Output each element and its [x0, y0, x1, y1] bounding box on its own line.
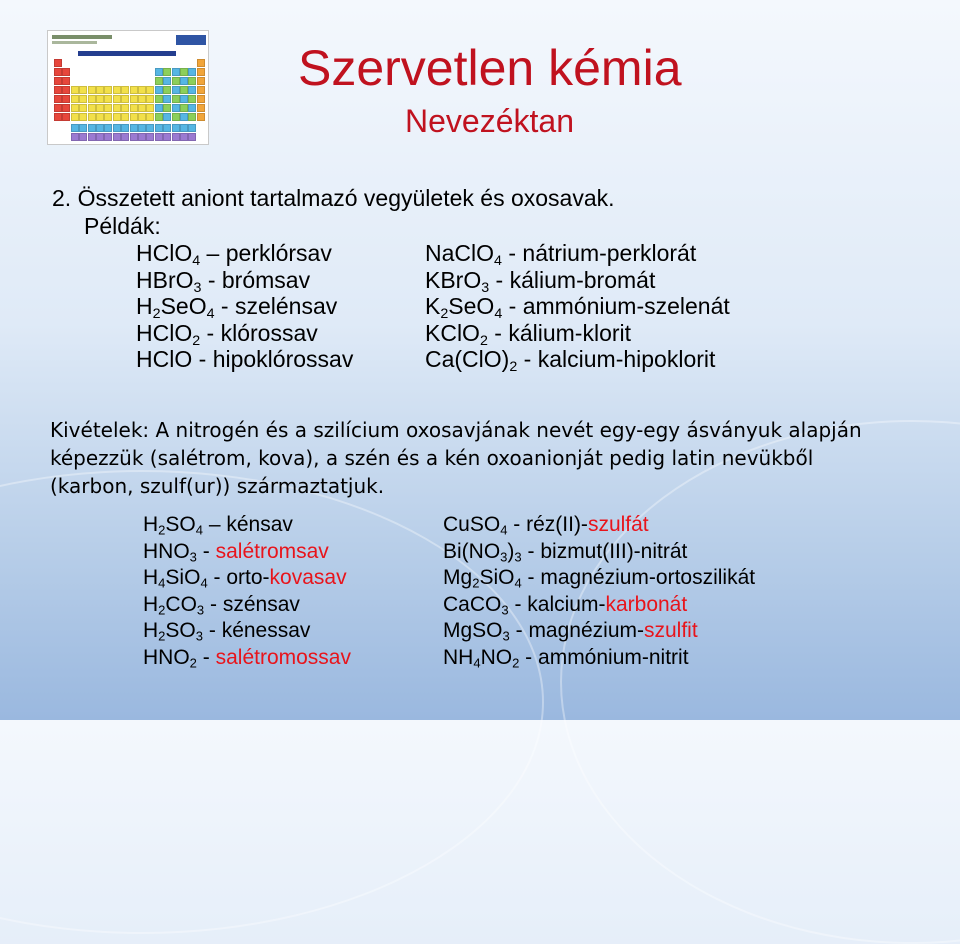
element-cell	[96, 124, 104, 132]
formula-subscript: 4	[494, 305, 503, 322]
element-cell	[172, 113, 180, 121]
formula	[425, 266, 490, 296]
element-cell	[188, 133, 196, 141]
element-cell	[88, 95, 96, 103]
element-cell	[197, 113, 205, 121]
formula	[425, 319, 488, 349]
element-cell	[71, 86, 79, 94]
formula-subscript: 4	[494, 252, 502, 269]
formula	[136, 293, 215, 322]
formula-part: )	[507, 539, 515, 563]
element-cell	[155, 124, 163, 132]
formula-part: Bi(NO	[443, 539, 501, 563]
compound-name: kénsav	[226, 513, 293, 536]
formula	[425, 293, 503, 322]
compound-name: brómsav	[221, 266, 311, 293]
element-cell	[88, 86, 96, 94]
formula-part: NO	[480, 645, 513, 669]
element-cell	[54, 59, 62, 67]
compound-name-highlight: kovasav	[269, 566, 347, 589]
separator: –	[203, 513, 227, 536]
element-cell	[163, 95, 171, 103]
formula-part: H	[136, 293, 153, 319]
element-cell	[188, 77, 196, 85]
element-cell	[197, 77, 205, 85]
element-cell	[62, 86, 70, 94]
element-cell	[188, 86, 196, 94]
compound-name: nátrium-perklorát	[522, 240, 697, 266]
exception-salt-row	[443, 645, 689, 670]
formula-subscript: 2	[472, 575, 480, 591]
element-cell	[146, 133, 154, 141]
separator: -	[204, 592, 223, 616]
formula-part: KBrO	[425, 266, 482, 293]
formula-part: H	[143, 592, 159, 616]
separator: –	[200, 240, 226, 266]
formula-part: SeO	[448, 293, 495, 319]
element-cell	[104, 124, 112, 132]
element-cell	[188, 113, 196, 121]
element-cell	[71, 113, 79, 121]
formula	[443, 566, 522, 589]
element-cell	[71, 104, 79, 112]
compound-name-highlight: karbonát	[605, 592, 688, 616]
acid-row	[136, 240, 332, 267]
element-cell	[88, 104, 96, 112]
formula-part: Mg	[443, 566, 473, 589]
compound-name: kálium-bromát	[509, 266, 656, 293]
formula-part: MgSO	[443, 619, 503, 642]
exception-salt-row	[443, 512, 649, 537]
element-cell	[104, 113, 112, 121]
formula-subscript: 3	[500, 549, 508, 565]
element-cell	[96, 133, 104, 141]
compound-name: réz(II)-	[526, 513, 588, 536]
element-cell	[197, 86, 205, 94]
element-cell	[54, 86, 62, 94]
compound-name: magnézium-ortoszilikát	[540, 566, 756, 589]
formula	[143, 566, 208, 589]
element-cell	[96, 86, 104, 94]
compound-name-highlight: szulfit	[643, 619, 698, 642]
salt-row	[425, 293, 730, 320]
element-cell	[104, 133, 112, 141]
formula-subscript: 3	[193, 279, 202, 296]
element-cell	[113, 86, 121, 94]
compound-name: hipoklórossav	[212, 346, 354, 372]
separator: -	[521, 539, 541, 563]
periodic-table-banner	[78, 51, 176, 56]
separator: -	[502, 293, 523, 319]
formula	[136, 240, 201, 269]
formula-subscript: 2	[152, 305, 161, 322]
separator: -	[214, 293, 235, 319]
formula-subscript: 2	[512, 655, 520, 671]
exception-salt-row	[443, 539, 687, 564]
element-cell	[155, 113, 163, 121]
formula-subscript: 4	[192, 252, 201, 269]
separator: -	[519, 645, 539, 669]
element-cell	[104, 104, 112, 112]
element-cell	[138, 113, 146, 121]
formula-part: H	[143, 566, 159, 589]
element-cell	[138, 124, 146, 132]
element-cell	[188, 95, 196, 103]
logo-block	[176, 35, 206, 45]
element-cell	[163, 77, 171, 85]
element-cell	[62, 113, 70, 121]
exception-acid-row	[143, 618, 310, 643]
formula	[443, 593, 509, 616]
element-cell	[54, 77, 62, 85]
separator: -	[507, 513, 527, 536]
examples-label: Példák:	[84, 213, 161, 239]
exceptions-paragraph	[50, 416, 930, 500]
formula-subscript: 3	[195, 628, 204, 644]
formula-part: SiO	[165, 566, 201, 589]
element-cell	[180, 133, 188, 141]
formula-subscript: 4	[200, 575, 208, 591]
element-cell	[79, 124, 87, 132]
element-cell	[113, 104, 121, 112]
exceptions-line: képezzük (salétrom, kova), a szén és a kén oxoanionját pedig latin nevükből	[50, 446, 814, 470]
formula-part: HClO	[136, 319, 193, 346]
element-cell	[79, 95, 87, 103]
element-cell	[54, 104, 62, 112]
separator: -	[201, 266, 222, 293]
page-title: Szervetlen kémia	[298, 40, 682, 96]
element-cell	[146, 124, 154, 132]
formula-subscript: 3	[196, 602, 205, 618]
element-cell	[197, 68, 205, 76]
exception-acid-row	[143, 645, 351, 670]
element-cell	[54, 95, 62, 103]
formula	[143, 593, 204, 616]
element-cell	[146, 86, 154, 94]
element-cell	[88, 124, 96, 132]
element-cell	[62, 68, 70, 76]
formula-part: K	[425, 293, 441, 319]
element-cell	[71, 124, 79, 132]
element-cell	[180, 104, 188, 112]
element-cell	[96, 95, 104, 103]
element-cell	[163, 113, 171, 121]
compound-name: orto-	[226, 566, 270, 589]
element-cell	[79, 133, 87, 141]
element-cell	[104, 95, 112, 103]
salt-row	[425, 320, 631, 347]
compound-name: klórossav	[220, 319, 318, 346]
element-cell	[113, 113, 121, 121]
formula-subscript: 2	[192, 332, 201, 349]
element-cell	[62, 95, 70, 103]
element-cell	[130, 133, 138, 141]
formula-part: HBrO	[136, 266, 194, 293]
element-cell	[54, 68, 62, 76]
element-cell	[180, 95, 188, 103]
element-cell	[146, 95, 154, 103]
separator: -	[501, 240, 523, 266]
element-cell	[138, 95, 146, 103]
formula-subscript: 2	[440, 305, 449, 322]
element-cell	[197, 104, 205, 112]
element-cell	[79, 86, 87, 94]
element-cell	[197, 95, 205, 103]
formula-subscript: 2	[479, 332, 488, 349]
element-cell	[62, 104, 70, 112]
element-cell	[163, 133, 171, 141]
element-cell	[121, 124, 129, 132]
formula	[136, 266, 202, 296]
compound-name: ammónium-szelenát	[522, 293, 730, 319]
element-cell	[88, 113, 96, 121]
formula-part: HClO	[136, 346, 193, 372]
element-cell	[138, 133, 146, 141]
exception-acid-row	[143, 565, 347, 590]
element-cell	[96, 104, 104, 112]
element-cell	[155, 104, 163, 112]
separator: -	[517, 346, 538, 372]
header-line	[52, 35, 112, 39]
element-cell	[121, 113, 129, 121]
formula	[443, 540, 522, 563]
formula	[443, 619, 510, 642]
formula-subscript: 2	[509, 358, 518, 375]
element-cell	[172, 133, 180, 141]
page-subtitle: Nevezéktan	[405, 103, 574, 139]
compound-name: szénsav	[222, 592, 300, 616]
separator: -	[200, 319, 221, 346]
periodic-table-image	[47, 30, 209, 145]
salt-row	[425, 240, 696, 267]
element-cell	[121, 133, 129, 141]
formula	[443, 646, 519, 669]
element-cell	[155, 86, 163, 94]
formula-subscript: 4	[500, 522, 508, 538]
formula-part: NaClO	[425, 240, 495, 266]
element-cell	[172, 68, 180, 76]
formula	[143, 646, 197, 669]
formula-subscript: 4	[158, 575, 166, 591]
element-cell	[163, 104, 171, 112]
acid-row	[136, 267, 310, 294]
element-cell	[180, 113, 188, 121]
formula-part: KClO	[425, 319, 480, 346]
formula-subscript: 4	[473, 655, 481, 671]
element-cell	[163, 86, 171, 94]
element-cell	[172, 77, 180, 85]
element-cell	[180, 77, 188, 85]
separator: -	[508, 592, 528, 616]
element-cell	[71, 133, 79, 141]
formula-part: SO	[165, 513, 196, 536]
formula-part: CuSO	[443, 513, 501, 536]
element-cell	[104, 86, 112, 94]
compound-name: bizmut(III)-nitrát	[540, 539, 688, 563]
separator: -	[487, 319, 509, 346]
compound-name: perklórsav	[225, 240, 332, 266]
separator: -	[196, 539, 216, 563]
element-cell	[180, 86, 188, 94]
acid-row	[136, 320, 318, 347]
salt-row	[425, 267, 655, 294]
element-cell	[163, 124, 171, 132]
separator: -	[207, 566, 227, 589]
formula	[425, 346, 518, 375]
element-cell	[130, 86, 138, 94]
formula	[143, 619, 203, 642]
formula	[143, 513, 203, 536]
formula-part: CaCO	[443, 592, 502, 616]
element-cell	[79, 104, 87, 112]
formula-part: H	[143, 619, 159, 642]
element-cell	[130, 104, 138, 112]
element-cell	[172, 104, 180, 112]
compound-name: szelénsav	[234, 293, 338, 319]
element-cell	[79, 113, 87, 121]
separator: -	[196, 645, 216, 669]
compound-name: kénessav	[221, 619, 311, 642]
element-cell	[155, 133, 163, 141]
acid-row	[136, 346, 353, 373]
element-cell	[71, 95, 79, 103]
formula-part: CO	[165, 592, 197, 616]
formula	[136, 346, 192, 372]
formula	[136, 319, 201, 349]
element-cell	[188, 104, 196, 112]
formula-subscript: 2	[158, 628, 166, 644]
element-cell	[188, 124, 196, 132]
element-cell	[163, 68, 171, 76]
element-cell	[172, 86, 180, 94]
formula-subscript: 3	[189, 549, 197, 565]
element-cell	[155, 77, 163, 85]
element-cell	[146, 104, 154, 112]
formula-part: HNO	[143, 645, 190, 669]
formula-subscript: 3	[481, 279, 490, 296]
exceptions-line: (karbon, szulf(ur)) származtatjuk.	[50, 474, 385, 498]
formula-part: Ca(ClO)	[425, 346, 510, 372]
compound-name-highlight: salétromsav	[215, 539, 329, 563]
exception-salt-row	[443, 565, 755, 590]
element-cell	[113, 124, 121, 132]
formula-subscript: 4	[514, 575, 522, 591]
element-cell	[188, 68, 196, 76]
salt-row	[425, 346, 715, 373]
formula-subscript: 4	[195, 522, 204, 538]
exception-salt-row	[443, 592, 687, 617]
element-cell	[113, 95, 121, 103]
formula-subscript: 2	[158, 602, 166, 618]
exception-acid-row	[143, 539, 329, 564]
formula-subscript: 3	[514, 549, 522, 565]
element-cell	[172, 95, 180, 103]
element-cell	[54, 113, 62, 121]
element-cell	[155, 68, 163, 76]
formula-part: HNO	[143, 539, 190, 563]
compound-name-highlight: salétromossav	[215, 645, 351, 669]
separator: -	[521, 566, 541, 589]
element-cell	[130, 113, 138, 121]
compound-name: kalcium-hipoklorit	[537, 346, 716, 372]
exception-acid-row	[143, 592, 300, 617]
formula-part: SeO	[160, 293, 207, 319]
element-cell	[88, 133, 96, 141]
element-cell	[138, 104, 146, 112]
element-cell	[121, 95, 129, 103]
exception-salt-row	[443, 618, 698, 643]
periodic-table-grid	[54, 59, 204, 141]
separator: -	[192, 346, 213, 372]
element-cell	[172, 124, 180, 132]
compound-name: kálium-klorit	[508, 319, 632, 346]
formula-part: H	[143, 513, 159, 536]
formula-part: SO	[165, 619, 196, 642]
formula	[443, 513, 507, 536]
element-cell	[138, 86, 146, 94]
element-cell	[197, 59, 205, 67]
formula-subscript: 2	[158, 522, 166, 538]
header-line	[52, 41, 97, 44]
element-cell	[62, 77, 70, 85]
element-cell	[146, 113, 154, 121]
element-cell	[155, 95, 163, 103]
separator: -	[489, 266, 510, 293]
formula-subscript: 4	[206, 305, 215, 322]
element-cell	[113, 133, 121, 141]
element-cell	[121, 86, 129, 94]
formula	[425, 240, 502, 269]
element-cell	[130, 124, 138, 132]
compound-name: magnézium-	[528, 619, 644, 642]
formula-subscript: 3	[501, 602, 509, 618]
compound-name: kalcium-	[527, 592, 606, 616]
element-cell	[180, 124, 188, 132]
element-cell	[96, 113, 104, 121]
element-cell	[121, 104, 129, 112]
compound-name-highlight: szulfát	[587, 513, 649, 536]
formula-subscript: 3	[502, 628, 510, 644]
formula-part: NH	[443, 645, 474, 669]
compound-name: ammónium-nitrit	[538, 645, 689, 669]
formula-part: SiO	[479, 566, 515, 589]
section-heading: 2. Összetett aniont tartalmazó vegyületek és oxosavak.	[52, 185, 615, 211]
element-cell	[180, 68, 188, 76]
formula-subscript: 2	[189, 655, 197, 671]
separator: -	[203, 619, 222, 642]
formula	[143, 540, 197, 563]
acid-row	[136, 293, 337, 320]
exception-acid-row	[143, 512, 293, 537]
formula-part: HClO	[136, 240, 193, 266]
element-cell	[130, 95, 138, 103]
periodic-table-header	[52, 35, 206, 49]
separator: -	[509, 619, 529, 642]
exceptions-line: Kivételek: A nitrogén és a szilícium oxosavjának nevét egy-egy ásványuk alapján	[50, 418, 862, 442]
